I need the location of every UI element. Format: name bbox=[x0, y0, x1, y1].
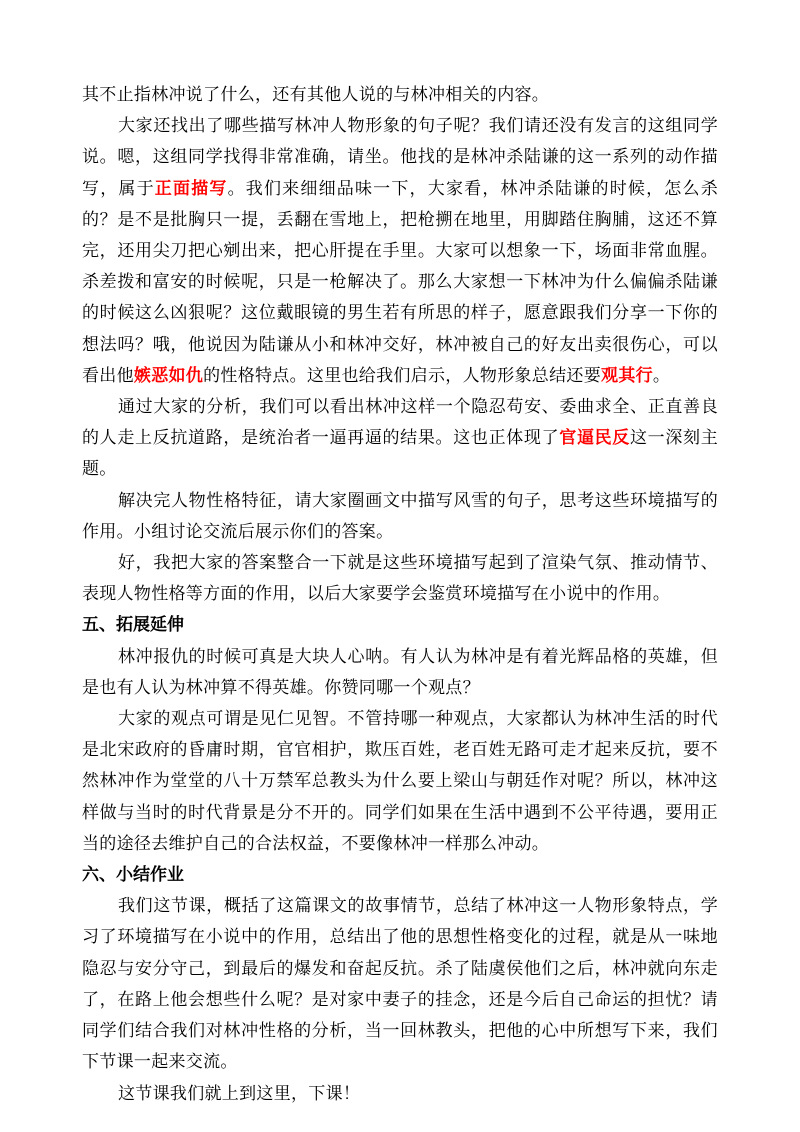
text-segment: 。 bbox=[652, 365, 671, 386]
section-heading-extension: 五、拓展延伸 bbox=[82, 615, 184, 636]
highlight-theme: 官逼民反 bbox=[559, 428, 630, 449]
highlight-hate-evil: 嫉恶如仇 bbox=[133, 365, 204, 386]
paragraph-character-analysis bbox=[82, 111, 718, 392]
document-page bbox=[82, 80, 718, 1110]
paragraph-environment-task: 解决完人物性格特征，请大家圈画文中描写风雪的句子，思考这些环境描写的作用。小组讨论交流后展示你们的答案。 bbox=[82, 490, 718, 542]
paragraph-hero-discussion: 大家的观点可谓是见仁见智。不管持哪一种观点，大家都认为林冲生活的时代是北宋政府的昏庸时期，官官相护，欺压百姓，老百姓无路可走才起来反抗，要不然林冲作为堂堂的八十万禁军总教头为什么要上梁山与朝廷作对呢？所以，林冲这样做与当时的时代背景是分不开的。同学们如果在生活中遇到不公平待遇，要用正当的途径去维护自己的合法权益，不要像林冲一样那么冲动。 bbox=[82, 709, 718, 854]
text-segment: 这一深刻主题。 bbox=[82, 428, 719, 480]
paragraph-hero-question: 林冲报仇的时候可真是大块人心呐。有人认为林冲是有着光辉品格的英雄，但是也有人认为林冲算不得英雄。你赞同哪一个观点？ bbox=[82, 646, 718, 698]
section-heading-summary: 六、小结作业 bbox=[82, 865, 184, 886]
paragraph-environment-summary: 好，我把大家的答案整合一下就是这些环境描写起到了渲染气氛、推动情节、表现人物性格等方面的作用，以后大家要学会鉴赏环境描写在小说中的作用。 bbox=[82, 553, 718, 605]
text-segment: 通过大家的分析，我们可以看出林冲这样一个隐忍苟安、委曲求全、正直善良的人走上反抗道路，是统治者一逼再逼的结果。这也正体现了 bbox=[82, 397, 718, 449]
text-segment: 大家还找出了哪些描写林冲人物形象的句子呢？我们请还没有发言的这组同学说。嗯，这组同学找得非常准确，请坐。他找的是林冲杀陆谦的这一系列的动作描写，属于 bbox=[82, 116, 718, 199]
paragraph-continued: 其不止指林冲说了什么，还有其他人说的与林冲相关的内容。 bbox=[82, 85, 550, 105]
highlight-observe-actions: 观其行 bbox=[601, 365, 653, 386]
text-segment: 。我们来细细品味一下，大家看，林冲杀陆谦的时候，怎么杀的？是不是批胸只一提，丢翻在雪地上，把枪搠在地里，用脚踏住胸脯，这还不算完，还用尖刀把心剜出来，把心肝提在手里。大家可以想象一下，场面非常血腥。杀差拨和富安的时候呢，只是一枪解决了。那么大家想一下林冲为什么偏偏杀陆谦的时候这么凶狠呢？这位戴眼镜的男生若有所思的样子，愿意跟我们分享一下你的想法吗？哦，他说因为陆谦从小和林冲交好，林冲被自己的好友出卖很伤心，可以看出他 bbox=[82, 178, 719, 386]
paragraph-summary-homework: 我们这节课，概括了这篇课文的故事情节，总结了林冲这一人物形象特点，学习了环境描写在小说中的作用，总结出了他的思想性格变化的过程，就是从一味地隐忍与安分守己，到最后的爆发和奋起反抗。杀了陆虞侯他们之后，林冲就向东走了，在路上他会想些什么呢？是对家中妻子的挂念，还是今后自己命运的担忧？请同学们结合我们对林冲性格的分析，当一回林教头，把他的心中所想写下来，我们下节课一起来交流。 bbox=[82, 896, 718, 1073]
paragraph-theme bbox=[82, 392, 718, 486]
text-segment: 的性格特点。这里也给我们启示，人物形象总结还要 bbox=[203, 365, 602, 386]
paragraph-class-end: 这节课我们就上到这里，下课！ bbox=[118, 1083, 361, 1104]
highlight-direct-description: 正面描写 bbox=[154, 178, 228, 199]
